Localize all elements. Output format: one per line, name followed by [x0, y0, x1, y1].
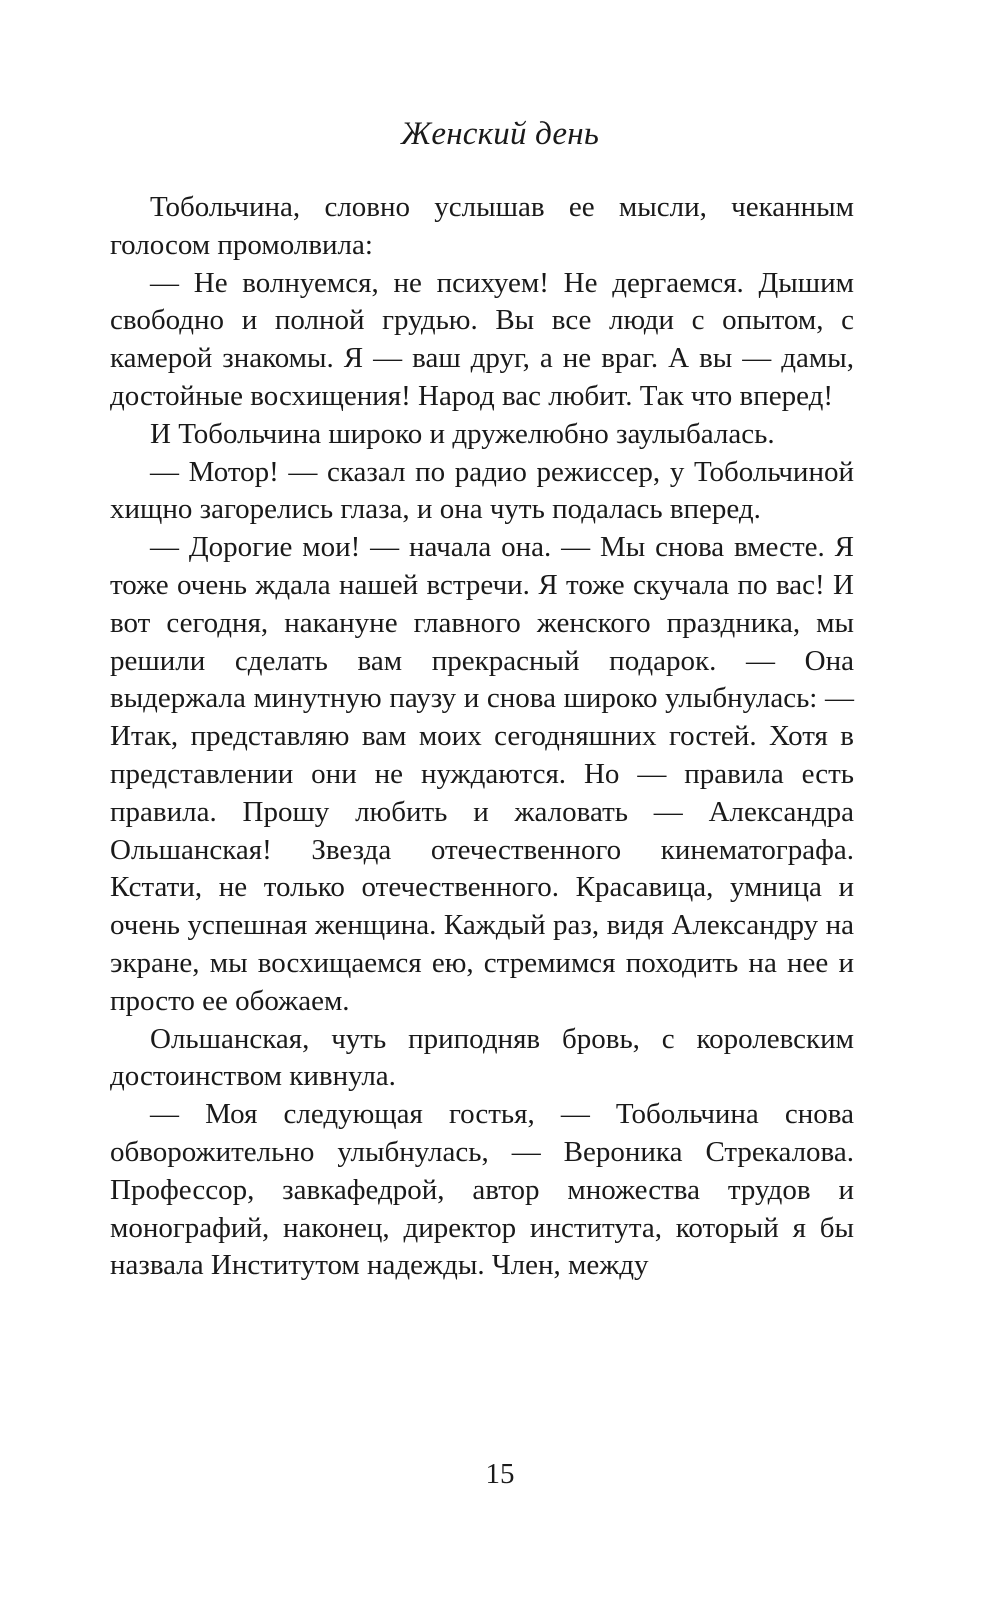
running-head: Женский день	[400, 116, 600, 152]
paragraph: Ольшанская, чуть приподняв бровь, с королевским достоинством кивнула.	[110, 1022, 854, 1093]
paragraph: — Дорогие мои! — начала она. — Мы снова вместе. Я тоже очень ждала нашей встречи. Я тоже скучала по вас! И вот сегодня, накануне главного женского праздника, мы решили сделать вам прекрасный подарок. — Она выдержала минутную паузу и снова широко улыбнулась: — Итак, представляю вам моих сегодняшних гостей. Хотя в представлении они не нуждаются. Но — правила есть правила. Прошу любить и жаловать — Александра Ольшанская! Звезда отечественного кинематографа. Кстати, не только отечественного. Красавица, умница и очень успешная женщина. Каждый раз, видя Александру на экране, мы восхищаемся ею, стремимся походить на нее и просто ее обожаем.	[110, 531, 854, 1017]
page-number: 15	[485, 1458, 515, 1490]
paragraph: Тобольчина, словно услышав ее мысли, чеканным голосом промолвила:	[110, 191, 854, 261]
paragraph: — Моя следующая гостья, — Тобольчина снова обворожительно улыбнулась, — Вероника Стрекалова. Профессор, завкафедрой, автор множества трудов и монографий, наконец, директор института, который я бы назвала Институтом надежды. Член, между	[110, 1098, 854, 1282]
paragraph: И Тобольчина широко и дружелюбно заулыбалась.	[150, 417, 775, 450]
paragraph: — Мотор! — сказал по радио режиссер, у Тобольчиной хищно загорелись глаза, и она чуть подалась вперед.	[110, 455, 854, 526]
body-text	[110, 189, 854, 1285]
paragraph: — Не волнуемся, не психуем! Не дергаемся. Дышим свободно и полной грудью. Вы все люди с опытом, с камерой знакомы. Я — ваш друг, а не враг. А вы — дамы, достойные восхищения! Народ вас любит. Так что вперед!	[110, 266, 854, 412]
